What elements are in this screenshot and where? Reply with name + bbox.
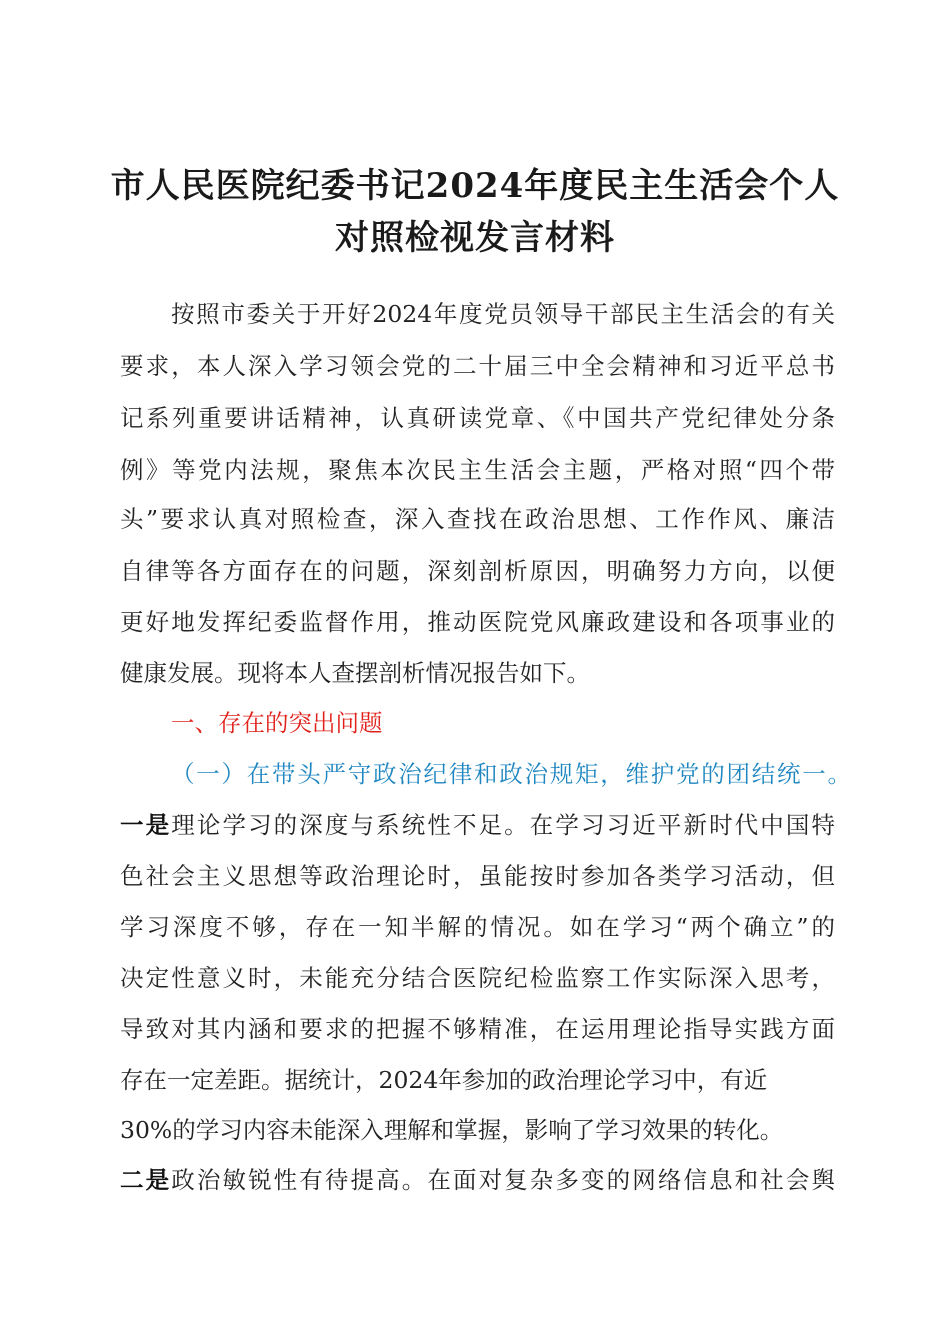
intro-line: 更好地发挥纪委监督作用，推动医院党风廉政建设和各项事业的 [120,608,835,636]
point-1-lead: 一是 [120,811,172,839]
point-1-line: 导致对其内涵和要求的把握不够精准，在运用理论指导实践方面 [120,1015,835,1043]
point-1-first-line [120,809,835,841]
point-1-line: 色社会主义思想等政治理论时，虽能按时参加各类学习活动，但 [120,862,835,890]
intro-line: 记系列重要讲话精神，认真研读党章、《中国共产党纪律处分条 [120,404,835,432]
intro-line: 健康发展。现将本人查摆剖析情况报告如下。 [120,659,590,687]
point-1-line: 学习深度不够，存在一知半解的情况。如在学习“两个确立”的 [120,913,835,941]
point-1-text: 理论学习的深度与系统性不足。在学习习近平新时代中国特 [171,811,836,839]
subsection-heading: （一）在带头严守政治纪律和政治规矩，维护党的团结统一。 [171,760,851,788]
section-heading: 一、存在的突出问题 [171,709,383,737]
intro-line: 自律等各方面存在的问题，深刻剖析原因，明确努力方向，以便 [120,557,835,585]
point-2-lead: 二是 [120,1166,172,1194]
point-2-text: 政治敏锐性有待提高。在面对复杂多变的网络信息和社会舆 [171,1166,836,1194]
intro-line: 例》等党内法规，聚焦本次民主生活会主题，严格对照“四个带 [120,456,835,484]
intro-line: 头”要求认真对照检查，深入查找在政治思想、工作作风、廉洁 [120,505,835,533]
intro-line: 按照市委关于开好2024年度党员领导干部民主生活会的有关 [171,300,835,328]
point-1-line: 存在一定差距。据统计，2024年参加的政治理论学习中，有近 [120,1066,768,1094]
document-title-line-1: 市人民医院纪委书记2024年度民主生活会个人 [110,166,840,206]
point-1-line: 30%的学习内容未能深入理解和掌握，影响了学习效果的转化。 [120,1116,784,1144]
point-1-line: 决定性意义时，未能充分结合医院纪检监察工作实际深入思考， [120,964,835,992]
document-title-line-2: 对照检视发言材料 [335,218,615,258]
intro-line: 要求，本人深入学习领会党的二十届三中全会精神和习近平总书 [120,352,835,380]
point-2-first-line [120,1164,835,1196]
